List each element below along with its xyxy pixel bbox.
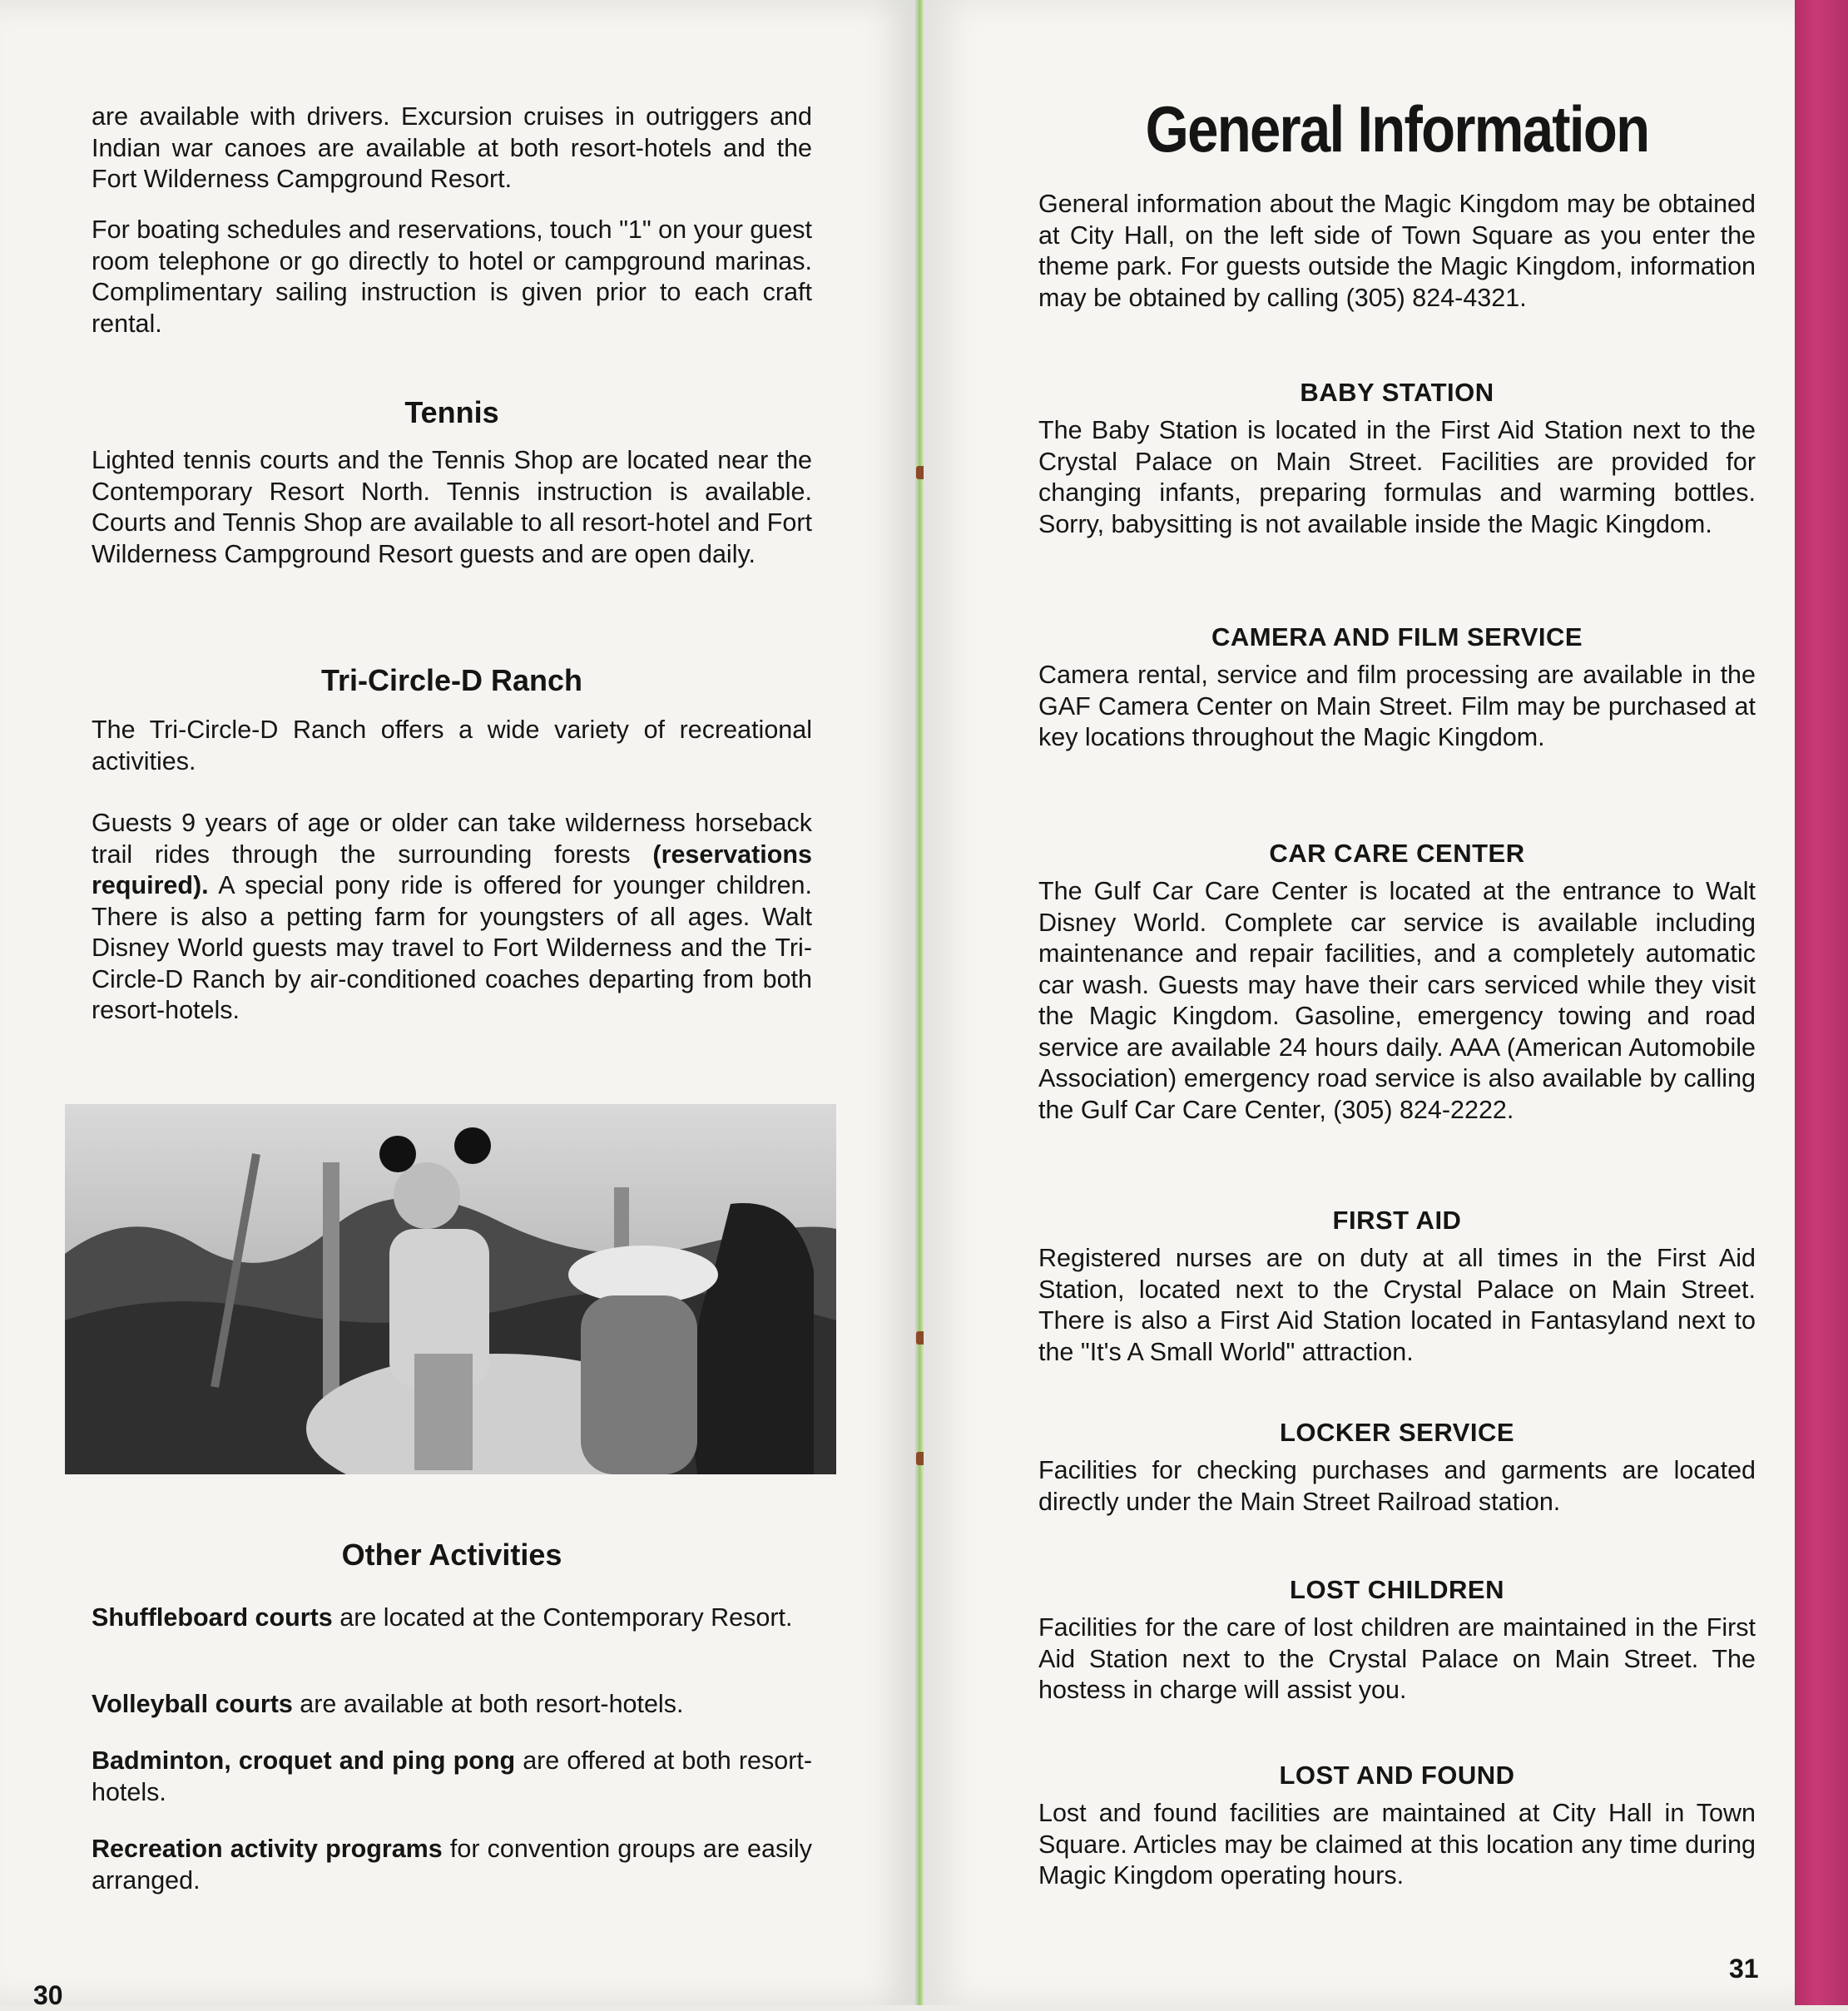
- badminton-item: Badminton, croquet and ping pong are offered at both resort-hotels.: [92, 1746, 812, 1806]
- other-activities-heading: Other Activities: [341, 1538, 562, 1572]
- tennis-paragraph: Lighted tennis courts and the Tennis Shop are located near the Contemporary Resort North. Tennis instruction is available. Courts and Tennis Shop are available to all resort-hotel and Fort Wilderness Campground Resort guests and are open daily.: [92, 446, 812, 568]
- left-page: [0, 0, 919, 2010]
- shuffleboard-item: Shuffleboard courts are located at the Contemporary Resort.: [92, 1603, 793, 1632]
- ranch-heading: Tri-Circle-D Ranch: [320, 663, 583, 697]
- lost-children-heading: LOST CHILDREN: [1290, 1575, 1504, 1604]
- horseback-photo: [65, 1104, 836, 1474]
- ranch-paragraph-2: Guests 9 years of age or older can take wilderness horseback trail rides through the surrounding forests (reservations required). A special pony ride is offered for younger children. There is also a petting farm for youngsters of all ages. Walt Disney World guests may travel to Fort Wilderness and the Tri-Circle-D Ranch by air-conditioned coaches departing from both resort-hotels.: [92, 809, 812, 1024]
- tennis-heading: Tennis: [404, 395, 499, 429]
- lost-and-found-text: Lost and found facilities are maintained at City Hall in Town Square. Articles may be claimed at this location any time during Magic Kingdom operating hours.: [1038, 1799, 1756, 1890]
- car-care-text: The Gulf Car Care Center is located at the entrance to Walt Disney World. Complete car service is available including maintenance and repair facilities, and a completely automatic car wash. Guests may have their cars serviced while they visit the Magic Kingdom. Gasoline, emergency towing and road service are available 24 hours daily. AAA (American Automobile Association) emergency road service is also available by calling the Gulf Car Care Center, (305) 824-2222.: [1038, 877, 1756, 1124]
- first-aid-heading: FIRST AID: [1332, 1206, 1462, 1235]
- camera-heading: CAMERA AND FILM SERVICE: [1211, 622, 1583, 651]
- baby-station-text: The Baby Station is located in the First Aid Station next to the Crystal Palace on Main Street. Facilities are provided for changing infants, preparing formulas and warming bottles. Sorry, babysitting is not available inside the Magic Kingdom.: [1038, 416, 1756, 538]
- page-number-right: 31: [1729, 1954, 1759, 1984]
- page-number-left: 30: [33, 1980, 63, 2010]
- ranch-paragraph-1: The Tri-Circle-D Ranch offers a wide variety of recreational activities.: [92, 716, 812, 775]
- photo-illustration: [65, 1104, 836, 1474]
- baby-station-heading: BABY STATION: [1300, 378, 1494, 407]
- magenta-cover-edge: [1795, 0, 1848, 2005]
- camera-text: Camera rental, service and film processing are available in the GAF Camera Center on Main Street. Film may be purchased at key locations throughout the Magic Kingdom.: [1038, 661, 1756, 751]
- intro-paragraph-2: For boating schedules and reservations, touch "1" on your guest room telephone or go directly to hotel or campground marinas. Complimentary sailing instruction is given prior to each craft rental.: [92, 215, 813, 338]
- locker-text: Facilities for checking purchases and garments are located directly under the Main Street Railroad station.: [1038, 1456, 1756, 1516]
- locker-heading: LOCKER SERVICE: [1279, 1418, 1515, 1447]
- lost-and-found-heading: LOST AND FOUND: [1279, 1761, 1515, 1790]
- first-aid-text: Registered nurses are on duty at all times in the First Aid Station, located next to the Crystal Palace on Main Street. There is also a First Aid Station located in Fantasyland next to the "It's A Small World" attraction.: [1038, 1244, 1756, 1366]
- intro-paragraph-1: are available with drivers. Excursion cruises in outriggers and Indian war canoes are available at both resort-hotels and the Fort Wilderness Campground Resort.: [92, 102, 812, 193]
- page-title: General Information: [1145, 92, 1649, 166]
- volleyball-item: Volleyball courts are available at both resort-hotels.: [92, 1690, 684, 1718]
- general-intro: General information about the Magic Kingdom may be obtained at City Hall, on the left side of Town Square as you enter the theme park. For guests outside the Magic Kingdom, information may be obtained by calling (305) 824-4321.: [1038, 190, 1756, 312]
- reservations-required-text: (reservations required).: [92, 840, 812, 899]
- recreation-programs-item: Recreation activity programs for convention groups are easily arranged.: [92, 1835, 812, 1895]
- car-care-heading: CAR CARE CENTER: [1269, 839, 1525, 868]
- lost-children-text: Facilities for the care of lost children are maintained in the First Aid Station next to the Crystal Palace on Main Street. The hostess in charge will assist you.: [1038, 1613, 1756, 1704]
